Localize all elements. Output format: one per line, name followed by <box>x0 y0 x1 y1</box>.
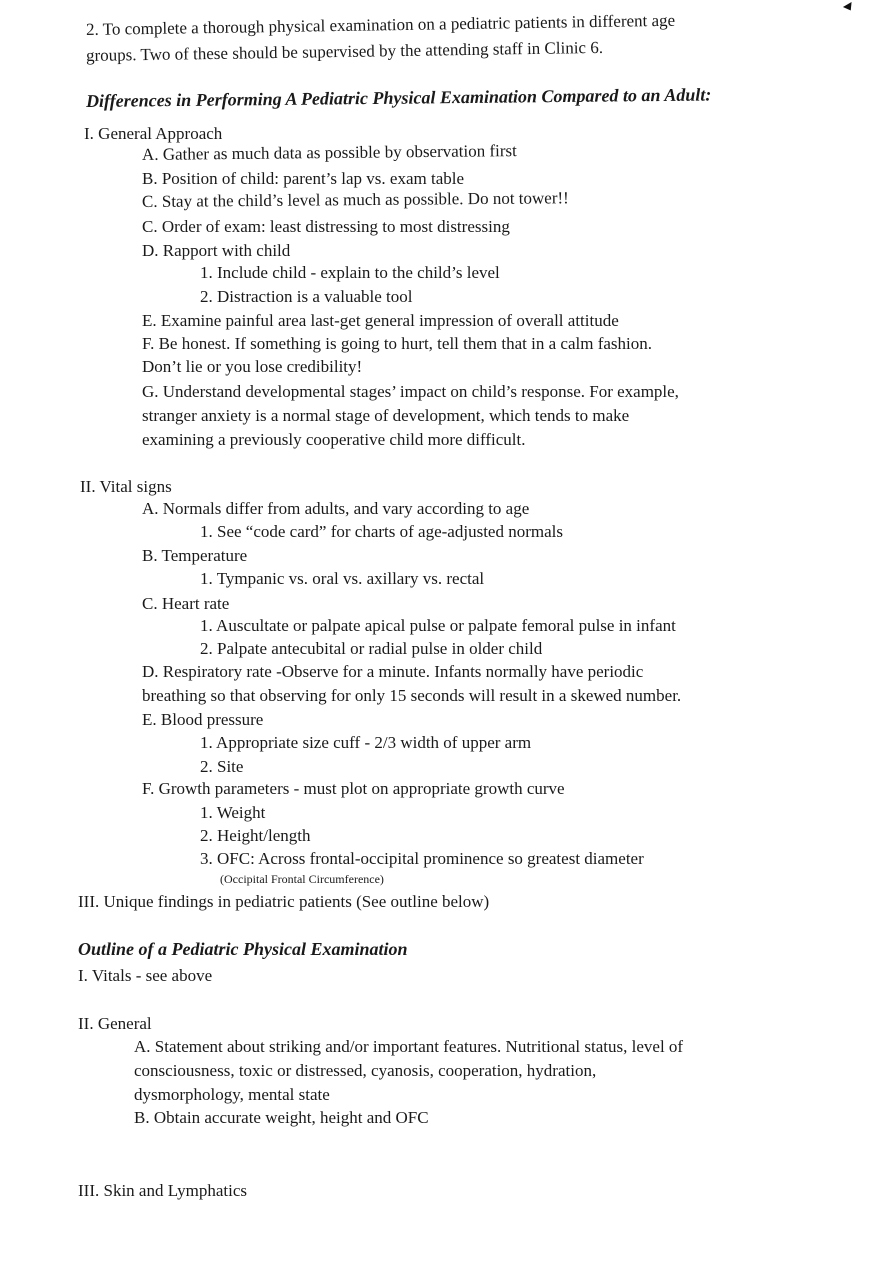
approach-item-g-line1: G. Understand developmental stages’ impact on child’s response. For example, <box>142 382 679 401</box>
approach-item-g-line2: stranger anxiety is a normal stage of development, which tends to make <box>142 406 630 425</box>
rapport-sub-2: 2. Distraction is a valuable tool <box>200 287 413 306</box>
approach-item-b: B. Position of child: parent’s lap vs. exam table <box>142 169 465 188</box>
outline-general-a-line3: dysmorphology, mental state <box>134 1085 330 1104</box>
vital-item-e2: 2. Site <box>200 757 244 776</box>
outline-general-a-line2: consciousness, toxic or distressed, cyanosis, cooperation, hydration, <box>134 1061 597 1080</box>
approach-item-d: D. Rapport with child <box>142 241 291 260</box>
approach-item-e: E. Examine painful area last-get general impression of overall attitude <box>142 311 619 330</box>
vital-item-b: B. Temperature <box>142 546 248 565</box>
unique-findings: III. Unique findings in pediatric patients (See outline below) <box>78 892 490 911</box>
vital-item-f2: 2. Height/length <box>200 826 311 845</box>
outline-general-a-line1: A. Statement about striking and/or important features. Nutritional status, level of <box>134 1037 684 1056</box>
vital-item-f1: 1. Weight <box>200 803 266 822</box>
approach-item-c1: C. Stay at the child’s level as much as possible. Do not tower!! <box>141 188 569 211</box>
outline-general-title: II. General <box>78 1014 152 1033</box>
vital-item-e: E. Blood pressure <box>142 710 264 729</box>
vital-item-e1: 1. Appropriate size cuff - 2/3 width of upper arm <box>200 733 532 752</box>
vital-signs-title: II. Vital signs <box>80 477 172 496</box>
vital-item-c: C. Heart rate <box>142 594 230 613</box>
vital-item-c1: 1. Auscultate or palpate apical pulse or palpate femoral pulse in infant <box>200 616 676 635</box>
vital-item-f: F. Growth parameters - must plot on appropriate growth curve <box>142 779 565 798</box>
vital-item-b1: 1. Tympanic vs. oral vs. axillary vs. rectal <box>200 569 485 588</box>
outline-general-b: B. Obtain accurate weight, height and OFC <box>134 1108 429 1127</box>
approach-item-a: A. Gather as much data as possible by observation first <box>141 141 517 164</box>
general-approach-title: I. General Approach <box>84 124 223 143</box>
outline-vitals: I. Vitals - see above <box>78 966 213 985</box>
intro-line-2: groups. Two of these should be supervised by the attending staff in Clinic 6. <box>85 37 604 65</box>
intro-line-1: 2. To complete a thorough physical examination on a pediatric patients in different age <box>85 10 676 39</box>
approach-item-f-line2: Don’t lie or you lose credibility! <box>142 357 363 376</box>
vital-item-c2: 2. Palpate antecubital or radial pulse in older child <box>200 639 543 658</box>
approach-item-g-line3: examining a previously cooperative child more difficult. <box>142 430 526 449</box>
outline-skin-title: III. Skin and Lymphatics <box>78 1181 248 1200</box>
vital-item-d-line1: D. Respiratory rate -Observe for a minute. Infants normally have periodic <box>142 662 644 681</box>
vital-item-d-line2: breathing so that observing for only 15 seconds will result in a skewed number. <box>142 686 682 705</box>
outline-heading: Outline of a Pediatric Physical Examination <box>78 939 408 959</box>
approach-item-c2: C. Order of exam: least distressing to most distressing <box>142 217 510 236</box>
vital-item-f3: 3. OFC: Across frontal-occipital prominence so greatest diameter <box>200 849 644 868</box>
corner-mark-icon <box>843 2 855 13</box>
rapport-sub-1: 1. Include child - explain to the child’s level <box>200 263 500 282</box>
vital-item-a1: 1. See “code card” for charts of age-adjusted normals <box>200 522 563 541</box>
approach-item-f-line1: F. Be honest. If something is going to hurt, tell them that in a calm fashion. <box>142 334 652 353</box>
differences-heading: Differences in Performing A Pediatric Physical Examination Compared to an Adult: <box>85 84 712 111</box>
vital-item-f3-note: (Occipital Frontal Circumference) <box>220 872 384 886</box>
vital-item-a: A. Normals differ from adults, and vary according to age <box>142 499 530 518</box>
